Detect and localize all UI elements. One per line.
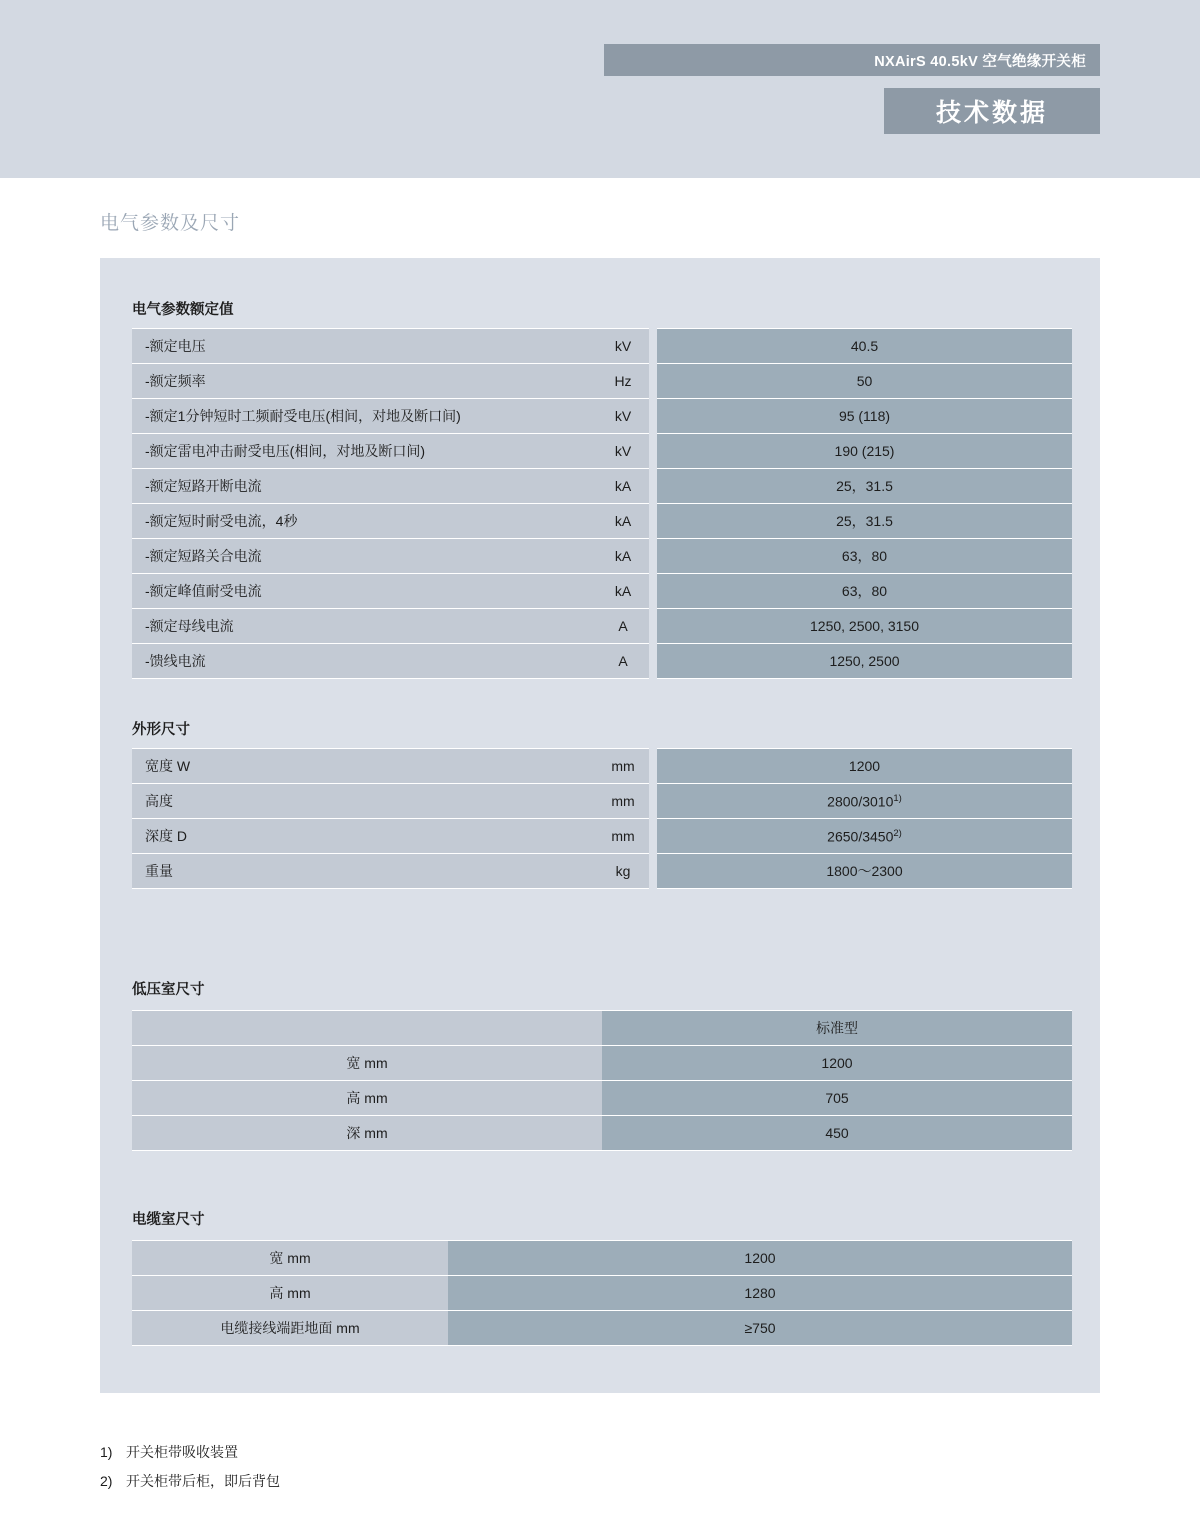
param-value: 190 (215) xyxy=(657,434,1072,469)
column-gap xyxy=(649,644,657,679)
lv-row-name: 深 mm xyxy=(132,1116,602,1151)
table-row xyxy=(132,1241,1072,1276)
lv-room-table xyxy=(132,1010,1072,1151)
param-unit: kA xyxy=(597,504,649,539)
param-name: -额定峰值耐受电流 xyxy=(132,574,597,609)
param-name: -额定雷电冲击耐受电压(相间，对地及断口间) xyxy=(132,434,597,469)
column-gap xyxy=(649,574,657,609)
footnote-number: 2) xyxy=(100,1473,113,1489)
lv-row-value: 450 xyxy=(602,1116,1072,1151)
section-title: 电气参数及尺寸 xyxy=(100,213,241,234)
param-unit: kA xyxy=(597,574,649,609)
column-gap xyxy=(649,504,657,539)
param-value: 63，80 xyxy=(657,574,1072,609)
dimension-value: 1200 xyxy=(657,749,1072,784)
table-row xyxy=(132,819,1072,854)
param-value: 63，80 xyxy=(657,539,1072,574)
param-unit: kA xyxy=(597,539,649,574)
tech-data-panel xyxy=(100,258,1100,1393)
cable-row-name: 宽 mm xyxy=(132,1241,448,1276)
table-row xyxy=(132,1276,1072,1311)
dimension-name: 深度 D xyxy=(132,819,597,854)
param-name: -额定短路关合电流 xyxy=(132,539,597,574)
table-header-row xyxy=(132,1011,1072,1046)
footnote-text: 开关柜带吸收装置 xyxy=(126,1444,238,1460)
table-row xyxy=(132,1311,1072,1346)
table-row xyxy=(132,749,1072,784)
dimension-name: 宽度 W xyxy=(132,749,597,784)
footnote-number: 1) xyxy=(100,1444,113,1460)
table-row xyxy=(132,469,1072,504)
param-unit: Hz xyxy=(597,364,649,399)
table-row xyxy=(132,434,1072,469)
param-value: 40.5 xyxy=(657,329,1072,364)
param-value: 25，31.5 xyxy=(657,504,1072,539)
footnotes xyxy=(100,1438,280,1496)
cable-row-name: 高 mm xyxy=(132,1276,448,1311)
footnote-text: 开关柜带后柜，即后背包 xyxy=(126,1473,280,1489)
lv-row-value: 1200 xyxy=(602,1046,1072,1081)
param-value: 1250, 2500 xyxy=(657,644,1072,679)
column-gap xyxy=(649,784,657,819)
param-unit: kV xyxy=(597,434,649,469)
lv-row-value: 705 xyxy=(602,1081,1072,1116)
column-gap xyxy=(649,434,657,469)
param-name: -馈线电流 xyxy=(132,644,597,679)
param-value: 50 xyxy=(657,364,1072,399)
dimension-value: 2650/3450$^{2)}$ xyxy=(657,819,1072,854)
footnote-item xyxy=(100,1438,280,1467)
param-name: -额定频率 xyxy=(132,364,597,399)
table-row xyxy=(132,609,1072,644)
cable-room-table xyxy=(132,1240,1072,1346)
column-gap xyxy=(649,609,657,644)
lv-row-name: 宽 mm xyxy=(132,1046,602,1081)
param-value: 95 (118) xyxy=(657,399,1072,434)
column-gap xyxy=(649,819,657,854)
table-row xyxy=(132,574,1072,609)
column-gap xyxy=(649,749,657,784)
cable-row-name: 电缆接线端距地面 mm xyxy=(132,1311,448,1346)
dimension-unit: kg xyxy=(597,854,649,889)
table-row xyxy=(132,1081,1072,1116)
param-value: 25，31.5 xyxy=(657,469,1072,504)
lv-header-type: 标准型 xyxy=(602,1011,1072,1046)
lv-header-blank xyxy=(132,1011,602,1046)
page-header-band xyxy=(0,0,1200,178)
table-row xyxy=(132,784,1072,819)
param-name: -额定母线电流 xyxy=(132,609,597,644)
param-unit: A xyxy=(597,609,649,644)
dimension-name: 高度 xyxy=(132,784,597,819)
outer-dimensions-table xyxy=(132,748,1072,889)
product-name-strip xyxy=(604,44,1100,76)
table-row xyxy=(132,854,1072,889)
param-name: -额定短路开断电流 xyxy=(132,469,597,504)
dimension-value: 1800～2300 xyxy=(657,854,1072,889)
column-gap xyxy=(649,854,657,889)
param-unit: kV xyxy=(597,399,649,434)
electric-params-label: 电气参数额定值 xyxy=(132,302,234,318)
column-gap xyxy=(649,329,657,364)
param-value: 1250, 2500, 3150 xyxy=(657,609,1072,644)
footnote-item xyxy=(100,1467,280,1496)
product-name-text: NXAirS 40.5kV 空气绝缘开关柜 xyxy=(874,53,1086,70)
table-row xyxy=(132,364,1072,399)
cable-row-value: ≥750 xyxy=(448,1311,1072,1346)
table-row xyxy=(132,1116,1072,1151)
electric-params-table xyxy=(132,328,1072,679)
dimension-unit: mm xyxy=(597,819,649,854)
outer-dimensions-label: 外形尺寸 xyxy=(132,722,190,738)
cable-row-value: 1280 xyxy=(448,1276,1072,1311)
cable-row-value: 1200 xyxy=(448,1241,1072,1276)
param-name: -额定电压 xyxy=(132,329,597,364)
lv-room-label: 低压室尺寸 xyxy=(132,982,205,998)
param-unit: kA xyxy=(597,469,649,504)
param-unit: A xyxy=(597,644,649,679)
table-row xyxy=(132,329,1072,364)
param-name: -额定短时耐受电流，4秒 xyxy=(132,504,597,539)
column-gap xyxy=(649,399,657,434)
column-gap xyxy=(649,539,657,574)
footnote-marker: 2) xyxy=(893,827,902,839)
table-row xyxy=(132,644,1072,679)
page-title: 技术数据 xyxy=(935,99,1048,127)
column-gap xyxy=(649,364,657,399)
lv-row-name: 高 mm xyxy=(132,1081,602,1116)
table-row xyxy=(132,504,1072,539)
cable-room-label: 电缆室尺寸 xyxy=(132,1212,205,1228)
dimension-unit: mm xyxy=(597,784,649,819)
dimension-value: 2800/3010$^{1)}$ xyxy=(657,784,1072,819)
table-row xyxy=(132,399,1072,434)
param-name: -额定1分钟短时工频耐受电压(相间，对地及断口间) xyxy=(132,399,597,434)
dimension-name: 重量 xyxy=(132,854,597,889)
param-unit: kV xyxy=(597,329,649,364)
table-row xyxy=(132,1046,1072,1081)
footnote-marker: 1) xyxy=(893,792,902,804)
table-row xyxy=(132,539,1072,574)
page-title-box xyxy=(884,88,1100,134)
dimension-unit: mm xyxy=(597,749,649,784)
column-gap xyxy=(649,469,657,504)
